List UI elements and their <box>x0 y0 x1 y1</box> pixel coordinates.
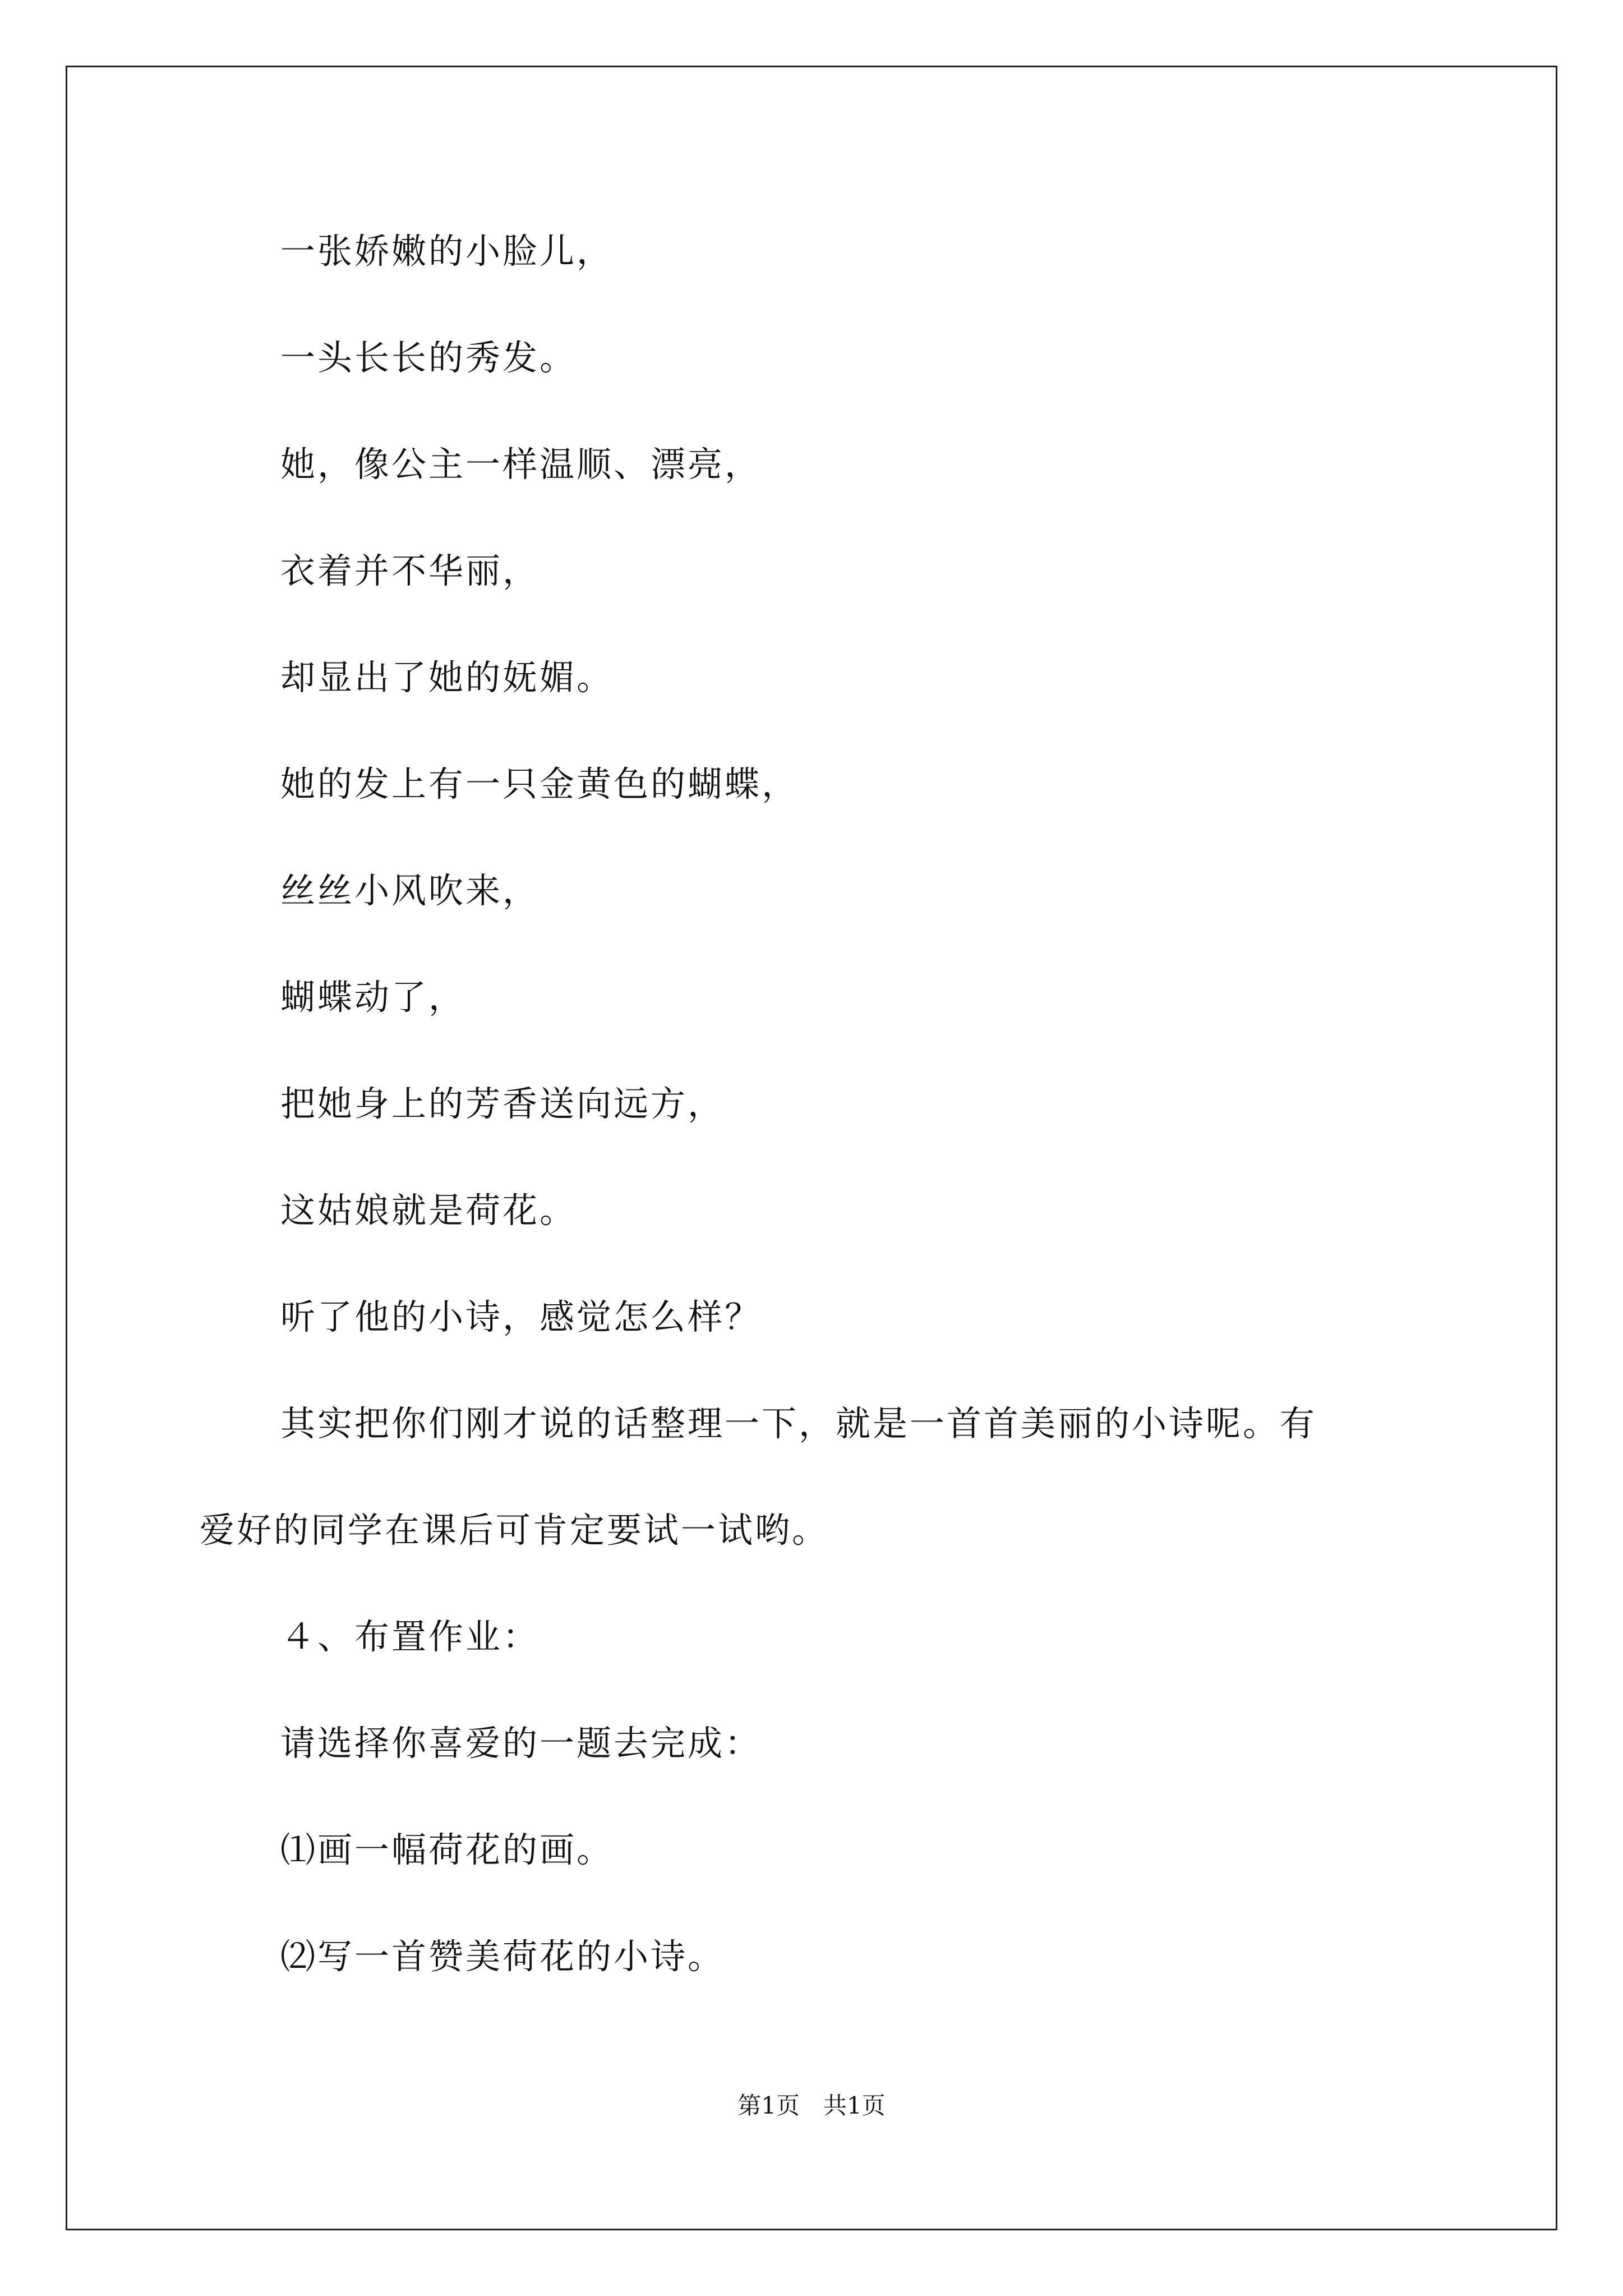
text-line-3: 她，像公主一样温顺、漂亮， <box>280 444 762 485</box>
text-line-5: 却显出了她的妩媚。 <box>280 657 614 698</box>
text-line-1: 一张娇嫩的小脸儿， <box>280 231 614 272</box>
list-item-2: ⑵写一首赞美荷花的小诗。 <box>280 1936 725 1977</box>
text-line-7: 丝丝小风吹来， <box>280 870 540 911</box>
text-line-6: 她的发上有一只金黄色的蝴蝶， <box>280 763 799 804</box>
list-item-1: ⑴画一幅荷花的画。 <box>280 1829 614 1870</box>
text-line-9: 把她身上的芳香送向远方， <box>280 1083 725 1124</box>
text-line-2: 一头长长的秀发。 <box>280 337 577 378</box>
page-footer: 第1页 共1页 <box>737 2092 886 2119</box>
text-line-10: 这姑娘就是荷花。 <box>280 1190 577 1231</box>
page-border <box>66 66 1557 2230</box>
text-line-15: 请选择你喜爱的一题去完成： <box>280 1723 762 1764</box>
text-line-12: 其实把你们刚才说的话整理一下，就是一首首美丽的小诗呢。有 <box>280 1403 1317 1444</box>
section-heading-homework: ４、布置作业： <box>280 1616 540 1657</box>
text-line-8: 蝴蝶动了， <box>280 977 466 1018</box>
text-line-4: 衣着并不华丽， <box>280 550 540 591</box>
text-line-11: 听了他的小诗，感觉怎么样？ <box>280 1296 762 1337</box>
text-line-13: 爱好的同学在课后可肯定要试一试哟。 <box>200 1510 829 1550</box>
